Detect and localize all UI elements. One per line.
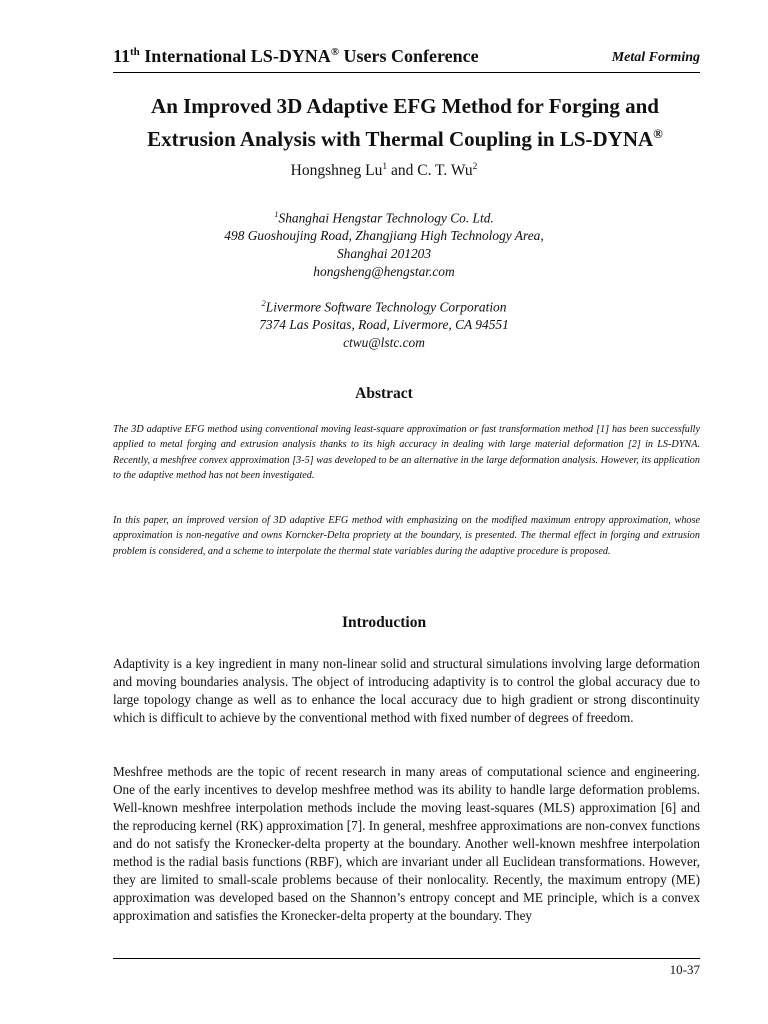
email-link[interactable]: ctwu@lstc.com — [343, 335, 425, 351]
affiliation-1: $^1$Shanghai Hengstar Technology Co. Ltd. 498 Guoshoujing Road, Zhangjiang High Technology Area, Shanghai 201203 hongsheng@hengstar.com — [0, 205, 768, 281]
introduction-paragraph-1: Adaptivity is a key ingredient in many non-linear solid and structural simulations involving large deformation and moving boundaries analysis. The object of introducing adaptivity is to control the global accuracy due to large topology change as well as to enhance the local accuracy due to high gradient or strong discontinuity which is difficult to achieve by the conventional method with fixed number of degrees of freedom. — [113, 656, 700, 725]
conference-title: 11th International LS-DYNA® Users Conference — [113, 46, 479, 66]
title-line-2: Extrusion Analysis with Thermal Coupling in LS-DYNA® — [147, 126, 663, 151]
paper-title — [100, 93, 710, 153]
footer-divider — [113, 958, 700, 959]
running-header — [113, 44, 700, 73]
email-link[interactable]: hongsheng@hengstar.com — [313, 264, 455, 280]
abstract-paragraph-2: In this paper, an improved version of 3D adaptive EFG method with emphasizing on the modified maximum entropy approximation, whose approximation is non-negative and owns Korncker-Delta propriety at the boundary, is presented. The thermal effect in forging and extrusion problem is considered, and a scheme to interpolate the thermal state variables during the adaptive procedure is proposed. — [113, 515, 700, 557]
introduction-heading: Introduction — [341, 614, 427, 631]
abstract-paragraph-1: The 3D adaptive EFG method using conventional moving least-square approximation or fast transformation method [1] has been successfully applied to metal forging and extrusion analysis thanks to its high accuracy in dealing with large material deformation [2] in LS-DYNA. Recently, a meshfree convex approximation [3-5] was developed to be an alternative in the large deformation analysis. However, its application to the adaptive method has not been investigated. — [113, 424, 700, 481]
title-line-1: An Improved 3D Adaptive EFG Method for Forging and — [151, 94, 659, 118]
page-number: 10-37 — [669, 962, 700, 977]
introduction-paragraph-2: Meshfree methods are the topic of recent research in many areas of computational science and engineering. One of the early incentives to develop meshfree method was its ability to handle large deformation problems. Well-known meshfree interpolation methods include the moving least-squares (MLS) approximation [6] and the reproducing kernel (RK) approximation [7]. In general, meshfree approximations are non-convex functions and do not satisfy the Kronecker-delta property at the boundary. Another well-known meshfree interpolation method is the radial basis functions (RBF), which are invariant under all Euclidean transformations. However, they are limited to small-scale problems because of their nonlocality. Recently, the maximum entropy (ME) approximation was developed based on the Shannon’s entropy concept and ME principle, which is a convex approximation and satisfies the Kronecker-delta property at the boundary. They — [113, 764, 700, 923]
author-line: Hongshneg Lu$^1$ and C. T. Wu$^2$ — [290, 162, 478, 180]
affiliation-2: $^2$Livermore Software Technology Corporation 7374 Las Positas, Road, Livermore, CA 94551 ctwu@lstc.com — [0, 294, 768, 352]
section-label: Metal Forming — [611, 50, 700, 65]
abstract-heading: Abstract — [355, 385, 413, 402]
